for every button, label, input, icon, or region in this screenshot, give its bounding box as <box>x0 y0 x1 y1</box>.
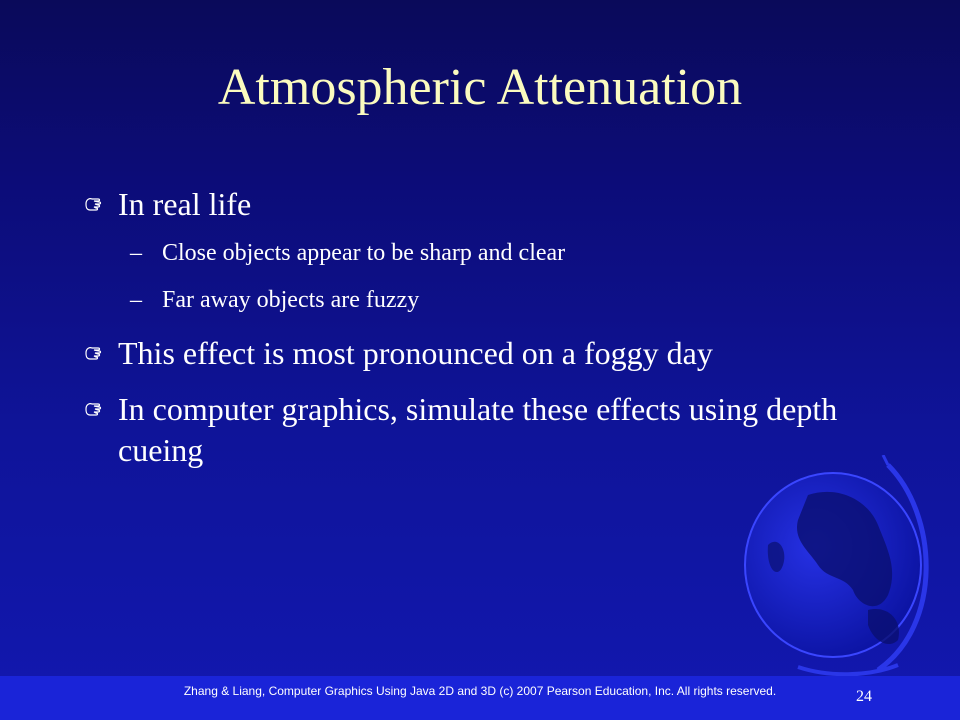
sub-bullet-dash: – <box>130 287 142 313</box>
bullet-text: In computer graphics, simulate these effects using depth cueing <box>118 391 838 468</box>
pointing-hand-icon <box>84 398 102 420</box>
bullet-item <box>118 184 878 225</box>
bullet-item <box>118 333 878 374</box>
footer-citation: Zhang & Liang, Computer Graphics Using Java 2D and 3D (c) 2007 Pearson Education, Inc. All rights reserved. <box>183 684 777 698</box>
globe-icon <box>738 455 938 685</box>
bullet-text: In real life <box>118 186 252 222</box>
bullet-text: This effect is most pronounced on a foggy day <box>118 335 713 371</box>
sub-bullet-dash: – <box>130 240 142 266</box>
slide-title: Atmospheric Attenuation <box>217 59 743 116</box>
sub-bullet-item <box>130 238 565 268</box>
sub-bullet-text: Far away objects are fuzzy <box>162 287 420 313</box>
sub-bullet-text: Close objects appear to be sharp and clear <box>162 240 566 266</box>
pointing-hand-icon <box>84 342 102 364</box>
sub-bullet-item <box>130 285 419 315</box>
pointing-hand-icon <box>84 193 102 215</box>
page-number: 24 <box>856 688 872 705</box>
